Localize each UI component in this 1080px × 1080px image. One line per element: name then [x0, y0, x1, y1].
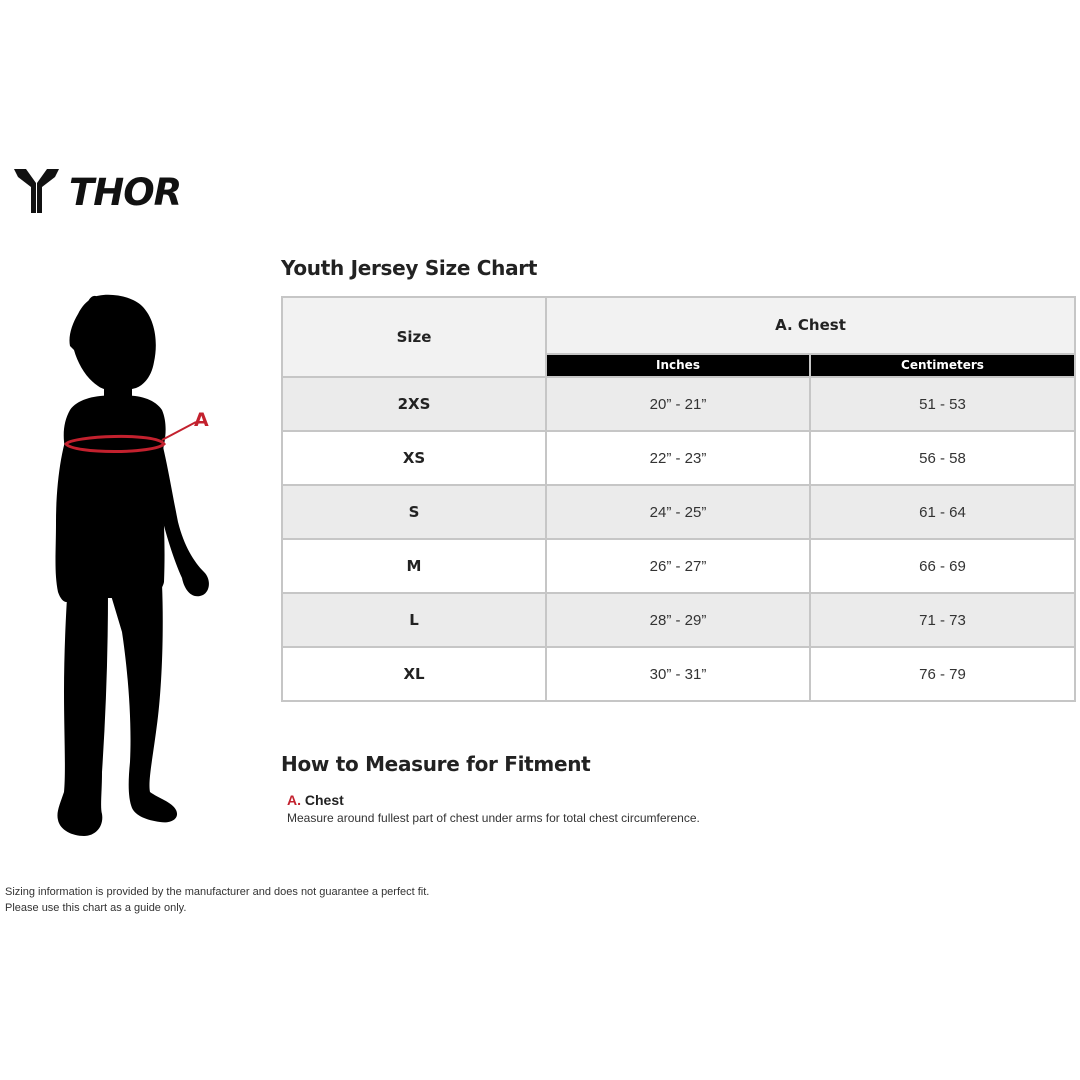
brand-wordmark: THOR — [69, 171, 182, 214]
size-cell: L — [282, 593, 546, 647]
inches-header: Inches — [546, 354, 810, 377]
size-cell: S — [282, 485, 546, 539]
centimeters-cell: 56 - 58 — [810, 431, 1075, 485]
size-header: Size — [282, 297, 546, 377]
thor-logo — [14, 166, 209, 216]
size-chart-title: Youth Jersey Size Chart — [281, 256, 538, 280]
chest-header: A. Chest — [546, 297, 1075, 354]
table-row — [282, 593, 1075, 647]
measure-item-letter: A. — [287, 792, 301, 808]
measure-item-label — [287, 792, 700, 808]
size-cell: XS — [282, 431, 546, 485]
disclaimer-line-2: Please use this chart as a guide only. — [5, 902, 187, 914]
table-row — [282, 431, 1075, 485]
inches-cell: 20” - 21” — [546, 377, 810, 431]
table-row — [282, 647, 1075, 701]
measure-item-name: Chest — [304, 792, 344, 808]
size-cell: XL — [282, 647, 546, 701]
thor-t-icon — [14, 169, 59, 213]
centimeters-header: Centimeters — [810, 354, 1075, 377]
measure-item-description: Measure around fullest part of chest under arms for total chest circumference. — [287, 811, 700, 825]
centimeters-cell: 71 - 73 — [810, 593, 1075, 647]
inches-cell: 26” - 27” — [546, 539, 810, 593]
size-cell: M — [282, 539, 546, 593]
child-silhouette — [42, 292, 217, 840]
chest-callout-letter: A — [194, 409, 209, 431]
table-row — [282, 539, 1075, 593]
table-row — [282, 485, 1075, 539]
disclaimer-line-1: Sizing information is provided by the manufacturer and does not guarantee a perfect fit. — [5, 886, 430, 898]
centimeters-cell: 76 - 79 — [810, 647, 1075, 701]
disclaimer — [5, 884, 429, 916]
inches-cell: 22” - 23” — [546, 431, 810, 485]
centimeters-cell: 51 - 53 — [810, 377, 1075, 431]
table-row — [282, 377, 1075, 431]
size-table — [281, 296, 1076, 702]
inches-cell: 24” - 25” — [546, 485, 810, 539]
measure-item-chest — [287, 792, 700, 825]
inches-cell: 30” - 31” — [546, 647, 810, 701]
centimeters-cell: 61 - 64 — [810, 485, 1075, 539]
centimeters-cell: 66 - 69 — [810, 539, 1075, 593]
measure-title: How to Measure for Fitment — [281, 752, 591, 776]
inches-cell: 28” - 29” — [546, 593, 810, 647]
size-cell: 2XS — [282, 377, 546, 431]
